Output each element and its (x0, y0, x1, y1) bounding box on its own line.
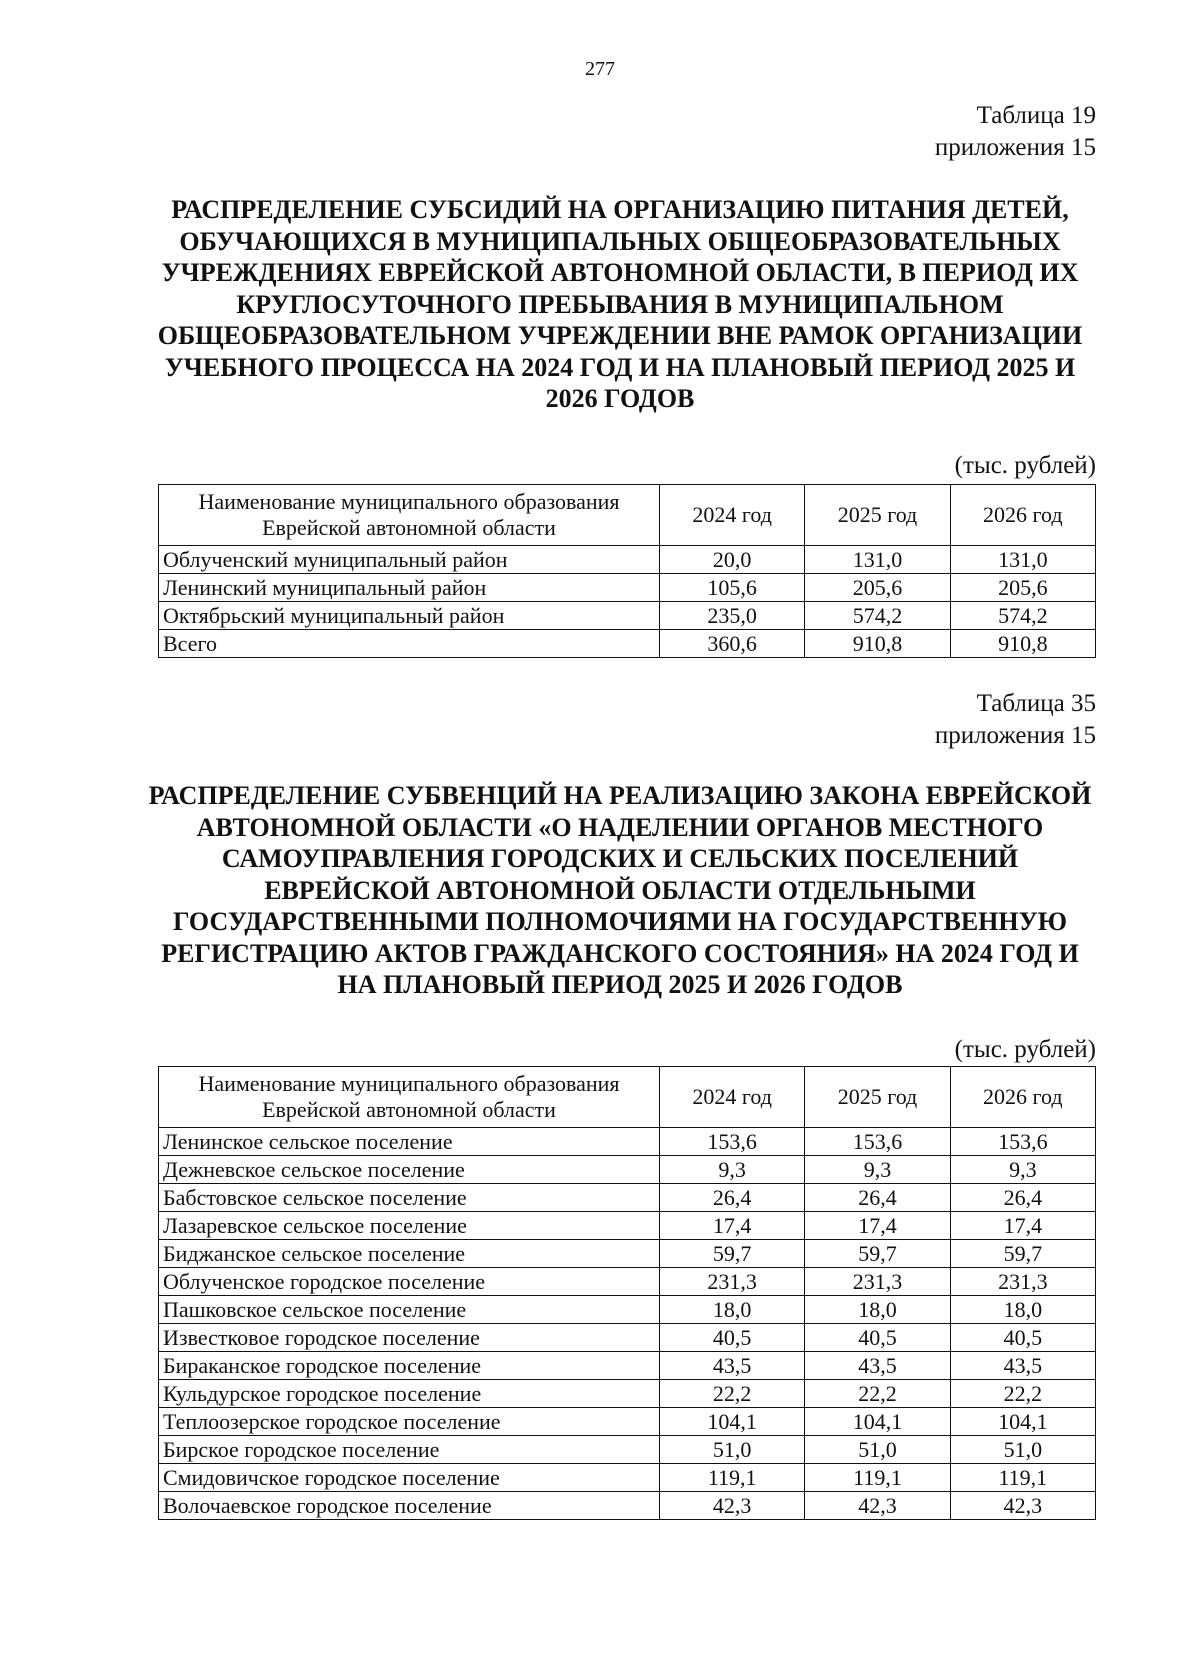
table-row (159, 1380, 1096, 1408)
value-2025: 51,0 (805, 1436, 950, 1464)
table-19-body (159, 546, 1096, 658)
municipality-name: Бирское городское поселение (159, 1436, 660, 1464)
municipality-name: Всего (159, 630, 660, 658)
municipality-name: Дежневское сельское поселение (159, 1156, 660, 1184)
table-19-ref-line1: Таблица 19 (976, 102, 1096, 129)
value-2024: 20,0 (660, 546, 805, 574)
column-header-2026: 2026 год (950, 1067, 1095, 1128)
value-2026: 104,1 (950, 1408, 1095, 1436)
value-2024: 360,6 (660, 630, 805, 658)
table-35-units: (тыс. рублей) (954, 1036, 1096, 1063)
value-2025: 43,5 (805, 1352, 950, 1380)
table-35-title: РАСПРЕДЕЛЕНИЕ СУБВЕНЦИЙ НА РЕАЛИЗАЦИЮ ЗАКОНА ЕВРЕЙСКОЙ АВТОНОМНОЙ ОБЛАСТИ «О НАДЕЛЕНИИ ОРГАНОВ МЕСТНОГО САМОУПРАВЛЕНИЯ ГОРОДСКИХ И СЕЛЬСКИХ ПОСЕЛЕНИЙ ЕВРЕЙСКОЙ АВТОНОМНОЙ ОБЛАСТИ ОТДЕЛЬНЫМИ ГОСУДАРСТВЕННЫМИ ПОЛНОМОЧИЯМИ НА ГОСУДАРСТВЕННУЮ РЕГИСТРАЦИЮ АКТОВ ГРАЖДАНСКОГО СОСТОЯНИЯ» НА 2024 ГОД И НА ПЛАНОВЫЙ ПЕРИОД 2025 И 2026 ГОДОВ (148, 781, 1092, 999)
table-row (159, 1212, 1096, 1240)
table-19-reference (935, 100, 1096, 164)
table-row (159, 1184, 1096, 1212)
value-2025: 26,4 (805, 1184, 950, 1212)
value-2024: 40,5 (660, 1324, 805, 1352)
table-35-reference (935, 688, 1096, 752)
municipality-name: Бираканское городское поселение (159, 1352, 660, 1380)
table-row (159, 1128, 1096, 1156)
value-2026: 22,2 (950, 1380, 1095, 1408)
column-header-name: Наименование муниципального образования Еврейской автономной области (159, 485, 660, 546)
table-row (159, 630, 1096, 658)
municipality-name: Известковое городское поселение (159, 1324, 660, 1352)
value-2026: 43,5 (950, 1352, 1095, 1380)
table-35-ref-line1: Таблица 35 (976, 690, 1096, 717)
table-19 (158, 484, 1096, 658)
municipality-name: Смидовичское городское поселение (159, 1464, 660, 1492)
table-row (159, 1240, 1096, 1268)
value-2025: 9,3 (805, 1156, 950, 1184)
value-2024: 231,3 (660, 1268, 805, 1296)
table-row (159, 602, 1096, 630)
value-2024: 105,6 (660, 574, 805, 602)
column-header-name: Наименование муниципального образования Еврейской автономной области (159, 1067, 660, 1128)
value-2025: 205,6 (805, 574, 950, 602)
value-2025: 910,8 (805, 630, 950, 658)
value-2025: 22,2 (805, 1380, 950, 1408)
value-2024: 26,4 (660, 1184, 805, 1212)
column-header-2025: 2025 год (805, 485, 950, 546)
value-2026: 42,3 (950, 1492, 1095, 1520)
value-2025: 18,0 (805, 1296, 950, 1324)
table-35 (158, 1066, 1096, 1520)
value-2024: 153,6 (660, 1128, 805, 1156)
value-2026: 119,1 (950, 1464, 1095, 1492)
municipality-name: Бабстовское сельское поселение (159, 1184, 660, 1212)
value-2024: 22,2 (660, 1380, 805, 1408)
municipality-name: Облученский муниципальный район (159, 546, 660, 574)
table-19-ref-line2: приложения 15 (934, 134, 1096, 161)
municipality-name: Октябрьский муниципальный район (159, 602, 660, 630)
value-2024: 104,1 (660, 1408, 805, 1436)
page-number: 277 (585, 58, 615, 80)
value-2026: 18,0 (950, 1296, 1095, 1324)
table-row (159, 1296, 1096, 1324)
value-2026: 26,4 (950, 1184, 1095, 1212)
table-row (159, 546, 1096, 574)
table-row (159, 1156, 1096, 1184)
municipality-name: Ленинское сельское поселение (159, 1128, 660, 1156)
table-row (159, 1464, 1096, 1492)
table-header-row (159, 1067, 1096, 1128)
value-2026: 910,8 (950, 630, 1095, 658)
value-2025: 40,5 (805, 1324, 950, 1352)
municipality-name: Ленинский муниципальный район (159, 574, 660, 602)
value-2024: 43,5 (660, 1352, 805, 1380)
value-2025: 153,6 (805, 1128, 950, 1156)
value-2025: 231,3 (805, 1268, 950, 1296)
value-2026: 205,6 (950, 574, 1095, 602)
value-2026: 40,5 (950, 1324, 1095, 1352)
value-2025: 131,0 (805, 546, 950, 574)
value-2025: 104,1 (805, 1408, 950, 1436)
municipality-name: Пашковское сельское поселение (159, 1296, 660, 1324)
value-2024: 18,0 (660, 1296, 805, 1324)
table-header-row (159, 485, 1096, 546)
value-2026: 59,7 (950, 1240, 1095, 1268)
table-19-title: РАСПРЕДЕЛЕНИЕ СУБСИДИЙ НА ОРГАНИЗАЦИЮ ПИТАНИЯ ДЕТЕЙ, ОБУЧАЮЩИХСЯ В МУНИЦИПАЛЬНЫХ ОБЩЕОБРАЗОВАТЕЛЬНЫХ УЧРЕЖДЕНИЯХ ЕВРЕЙСКОЙ АВТОНОМНОЙ ОБЛАСТИ, В ПЕРИОД ИХ КРУГЛОСУТОЧНОГО ПРЕБЫВАНИЯ В МУНИЦИПАЛЬНОМ ОБЩЕОБРАЗОВАТЕЛЬНОМ УЧРЕЖДЕНИИ ВНЕ РАМОК ОРГАНИЗАЦИИ УЧЕБНОГО ПРОЦЕССА НА 2024 ГОД И НА ПЛАНОВЫЙ ПЕРИОД 2025 И 2026 ГОДОВ (157, 195, 1083, 413)
table-19-units: (тыс. рублей) (954, 452, 1096, 479)
municipality-name: Волочаевское городское поселение (159, 1492, 660, 1520)
value-2025: 42,3 (805, 1492, 950, 1520)
value-2026: 574,2 (950, 602, 1095, 630)
table-row (159, 1408, 1096, 1436)
table-35-body (159, 1128, 1096, 1520)
value-2026: 231,3 (950, 1268, 1095, 1296)
column-header-2024: 2024 год (660, 485, 805, 546)
municipality-name: Теплоозерское городское поселение (159, 1408, 660, 1436)
value-2024: 59,7 (660, 1240, 805, 1268)
value-2025: 59,7 (805, 1240, 950, 1268)
value-2025: 119,1 (805, 1464, 950, 1492)
column-header-2025: 2025 год (805, 1067, 950, 1128)
column-header-2024: 2024 год (660, 1067, 805, 1128)
value-2024: 17,4 (660, 1212, 805, 1240)
table-row (159, 1324, 1096, 1352)
value-2024: 119,1 (660, 1464, 805, 1492)
value-2024: 51,0 (660, 1436, 805, 1464)
value-2026: 9,3 (950, 1156, 1095, 1184)
municipality-name: Кульдурское городское поселение (159, 1380, 660, 1408)
table-35-ref-line2: приложения 15 (934, 722, 1096, 749)
value-2026: 131,0 (950, 546, 1095, 574)
municipality-name: Облученское городское поселение (159, 1268, 660, 1296)
value-2025: 17,4 (805, 1212, 950, 1240)
value-2024: 9,3 (660, 1156, 805, 1184)
value-2026: 17,4 (950, 1212, 1095, 1240)
value-2024: 235,0 (660, 602, 805, 630)
value-2024: 42,3 (660, 1492, 805, 1520)
table-row (159, 1268, 1096, 1296)
column-header-2026: 2026 год (950, 485, 1095, 546)
value-2026: 51,0 (950, 1436, 1095, 1464)
table-row (159, 1436, 1096, 1464)
table-row (159, 1352, 1096, 1380)
table-row (159, 574, 1096, 602)
municipality-name: Биджанское сельское поселение (159, 1240, 660, 1268)
municipality-name: Лазаревское сельское поселение (159, 1212, 660, 1240)
table-row (159, 1492, 1096, 1520)
value-2025: 574,2 (805, 602, 950, 630)
value-2026: 153,6 (950, 1128, 1095, 1156)
